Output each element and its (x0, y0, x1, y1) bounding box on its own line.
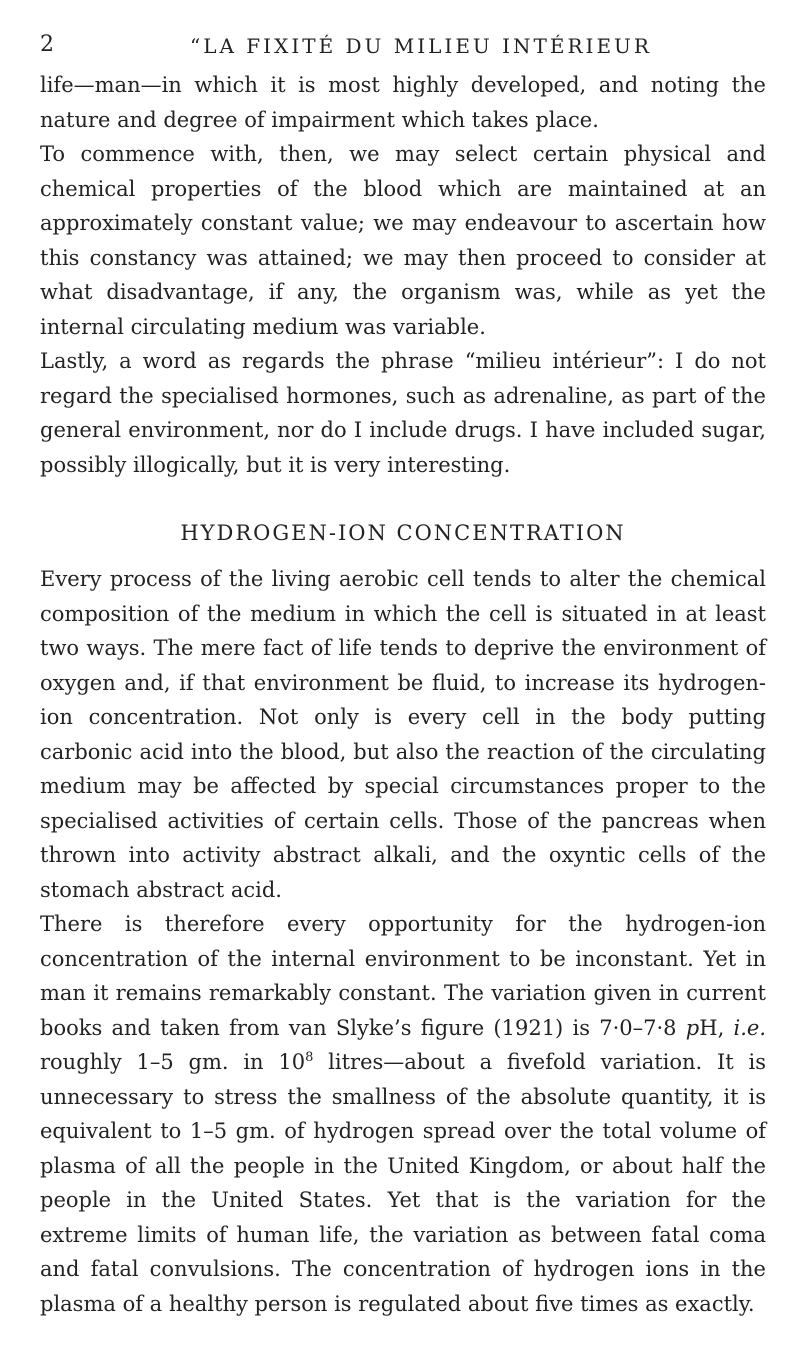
body-text (40, 68, 766, 1321)
superscript: 8 (305, 1050, 314, 1065)
page-number: 2 (40, 32, 54, 57)
text-run: There is therefore every opportunity for the hydrogen-ion concentration of the internal environment to be inconstant. Yet in man it remains remarkably constant. The variation given in current books and taken from van Slyke’s figure (1921) is 7·0–7·8 (40, 912, 766, 1040)
text-run: roughly 1–5 gm. in 10 (40, 1050, 306, 1074)
paragraph (40, 907, 766, 1321)
paragraph: To commence with, then, we may select certain physical and chemical properties of the blood which are maintained at an approximately constant value; we may endeavour to ascertain how this constancy was attained; we may then proceed to consider at what disadvantage, if any, the organism was, while as yet the internal circulating medium was variable. (40, 142, 766, 339)
section-heading: HYDROGEN-ION CONCENTRATION (180, 521, 626, 545)
paragraph-continuation: life—man—in which it is most highly developed, and noting the nature and degree of impairment which takes place. (40, 73, 766, 132)
book-page (40, 28, 766, 1321)
text-run: H, (699, 1015, 734, 1040)
running-title: “LA FIXITÉ DU MILIEU INTÉRIEUR (190, 34, 652, 58)
text-run-italic: p (685, 1015, 700, 1040)
paragraph: Lastly, a word as regards the phrase “milieu intérieur”: I do not regard the specialised hormones, such as adrenaline, as part of the general environment, nor do I include drugs. I have included sugar, possibly illogically, but it is very interesting. (40, 349, 766, 477)
text-run-italic: i.e. (733, 1015, 766, 1040)
running-head (40, 28, 766, 68)
text-run: litres—about a fivefold variation. It is unnecessary to stress the smallness of the absolute quantity, it is equivalent to 1–5 gm. of hydrogen spread over the total volume of plasma of all the people in the United Kingdom, or about half the people in the United States. Yet that is the variation for the extreme limits of human life, the variation as between fatal coma and fatal convulsions. The concentration of hydrogen ions in the plasma of a healthy person is regulated about five times as exactly. (40, 1050, 767, 1316)
paragraph: Every process of the living aerobic cell tends to alter the chemical composition of the medium in which the cell is situated in at least two ways. The mere fact of life tends to deprive the environment of oxygen and, if that environment be fluid, to increase its hydrogen-ion concentration. Not only is every cell in the body putting carbonic acid into the blood, but also the reaction of the circulating medium may be affected by special circumstances proper to the specialised activities of certain cells. Those of the pancreas when thrown into activity abstract alkali, and the oxyntic cells of the stomach abstract acid. (40, 567, 766, 902)
